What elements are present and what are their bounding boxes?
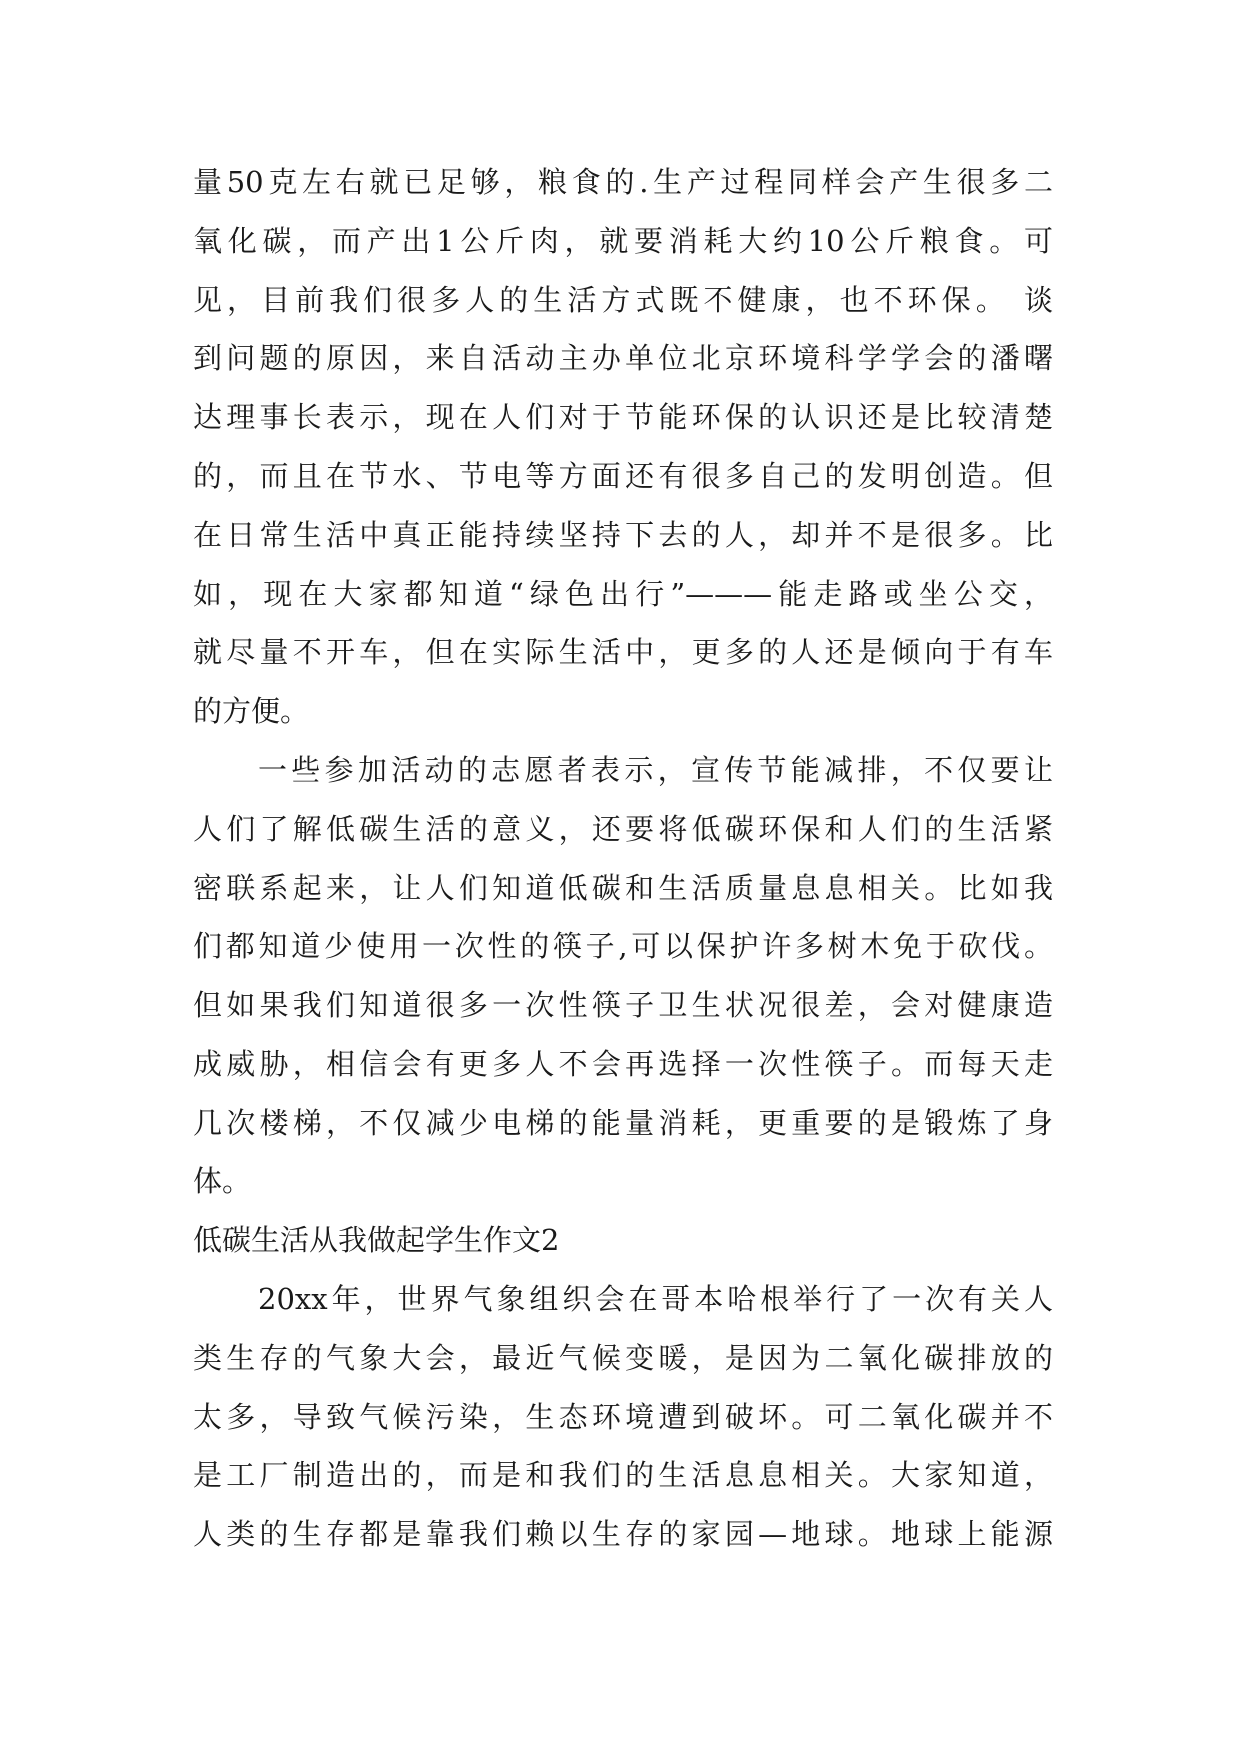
paragraph-line: 如，现在大家都知道“绿色出行”———能走路或坐公交，: [193, 577, 1053, 611]
paragraph-line: 体。: [193, 1164, 252, 1198]
paragraph-line: 到问题的原因，来自活动主办单位北京环境科学学会的潘曙: [193, 341, 1053, 375]
paragraph-line: 的，而且在节水、节电等方面还有很多自己的发明创造。但: [193, 459, 1053, 493]
section-title: 低碳生活从我做起学生作文2: [193, 1223, 560, 1257]
paragraph-line: 量50克左右就已足够，粮食的.生产过程同样会产生很多二: [193, 165, 1053, 199]
paragraph-line: 就尽量不开车，但在实际生活中，更多的人还是倾向于有车: [193, 635, 1053, 669]
paragraph-line: 在日常生活中真正能持续坚持下去的人，却并不是很多。比: [193, 518, 1053, 552]
paragraph-line: 达理事长表示，现在人们对于节能环保的认识还是比较清楚: [193, 400, 1053, 434]
paragraph-line: 类生存的气象大会，最近气候变暖，是因为二氧化碳排放的: [193, 1341, 1053, 1375]
paragraph-line: 成威胁，相信会有更多人不会再选择一次性筷子。而每天走: [193, 1047, 1053, 1081]
paragraph-line: 20xx年，世界气象组织会在哥本哈根举行了一次有关人: [258, 1282, 1053, 1316]
paragraph-line: 人们了解低碳生活的意义，还要将低碳环保和人们的生活紧: [193, 812, 1053, 846]
paragraph-line: 见，目前我们很多人的生活方式既不健康，也不环保。 谈: [193, 283, 1053, 317]
paragraph-line: 人类的生存都是靠我们赖以生存的家园—地球。地球上能源: [193, 1517, 1053, 1551]
paragraph-line: 一些参加活动的志愿者表示，宣传节能减排，不仅要让: [258, 753, 1053, 787]
paragraph-line: 几次楼梯，不仅减少电梯的能量消耗，更重要的是锻炼了身: [193, 1106, 1053, 1140]
paragraph-line: 但如果我们知道很多一次性筷子卫生状况很差，会对健康造: [193, 988, 1053, 1022]
paragraph-line: 的方便。: [193, 694, 310, 728]
paragraph-line: 氧化碳，而产出1公斤肉，就要消耗大约10公斤粮食。可: [193, 224, 1053, 258]
paragraph-line: 太多，导致气候污染，生态环境遭到破坏。可二氧化碳并不: [193, 1400, 1053, 1434]
paragraph-line: 们都知道少使用一次性的筷子,可以保护许多树木免于砍伐。: [193, 929, 1053, 963]
paragraph-line: 密联系起来，让人们知道低碳和生活质量息息相关。比如我: [193, 871, 1053, 905]
paragraph-line: 是工厂制造出的，而是和我们的生活息息相关。大家知道，: [193, 1458, 1053, 1492]
